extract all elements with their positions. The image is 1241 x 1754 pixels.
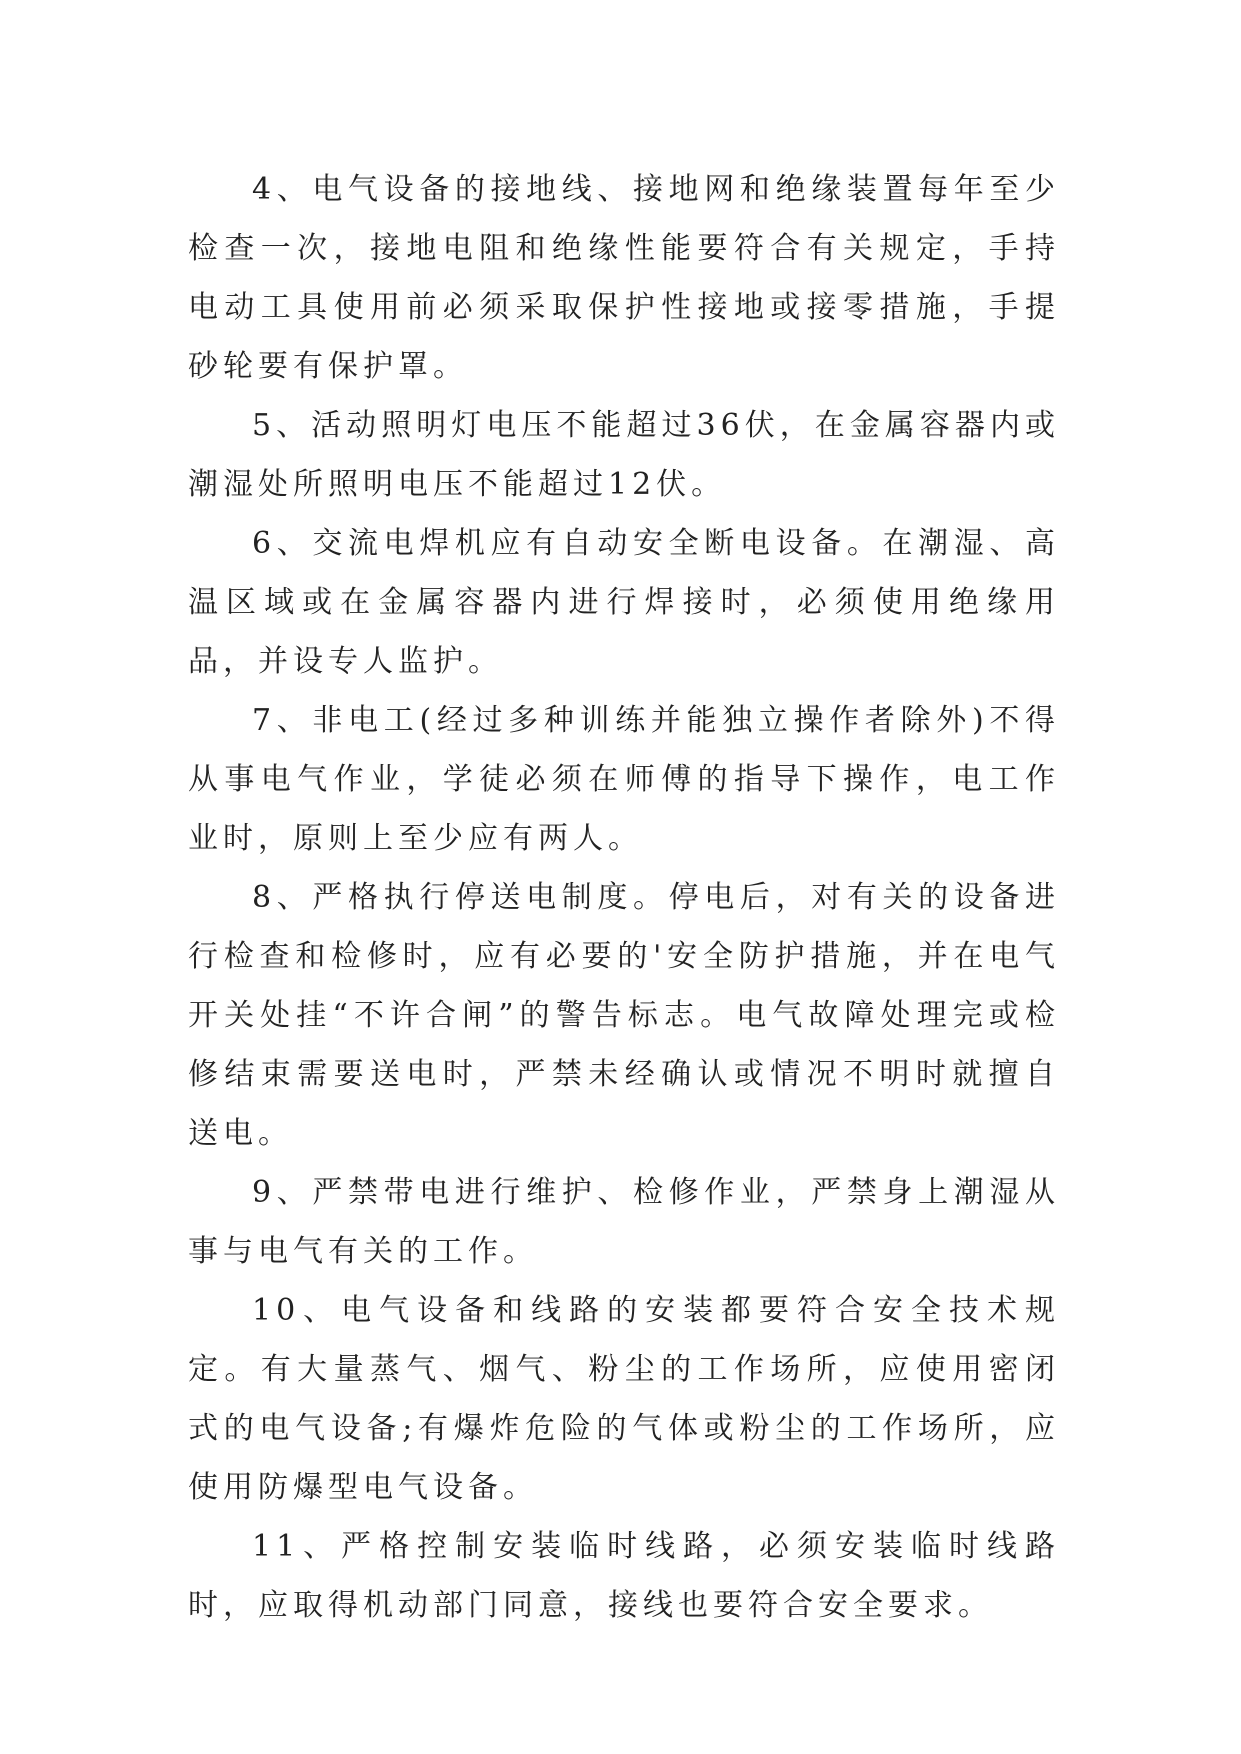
paragraph-item-9: 9、严禁带电进行维护、检修作业，严禁身上潮湿从事与电气有关的工作。 xyxy=(188,1175,1060,1269)
document-body xyxy=(188,160,1060,1635)
paragraph-item-10: 10、电气设备和线路的安装都要符合安全技术规定。有大量蒸气、烟气、粉尘的工作场所，应使用密闭式的电气设备;有爆炸危险的气体或粉尘的工作场所，应使用防爆型电气设备。 xyxy=(188,1293,1060,1505)
paragraph-item-8: 8、严格执行停送电制度。停电后，对有关的设备进行检查和检修时，应有必要的'安全防护措施，并在电气开关处挂“不许合闸”的警告标志。电气故障处理完或检修结束需要送电时，严禁未经确认或情况不明时就擅自送电。 xyxy=(188,880,1060,1151)
paragraph-item-6: 6、交流电焊机应有自动安全断电设备。在潮湿、高温区域或在金属容器内进行焊接时，必须使用绝缘用品，并设专人监护。 xyxy=(188,526,1060,679)
paragraph-item-7: 7、非电工(经过多种训练并能独立操作者除外)不得从事电气作业，学徒必须在师傅的指导下操作，电工作业时，原则上至少应有两人。 xyxy=(188,703,1060,856)
paragraph-item-5: 5、活动照明灯电压不能超过36伏，在金属容器内或潮湿处所照明电压不能超过12伏。 xyxy=(188,408,1060,502)
paragraph-item-4: 4、电气设备的接地线、接地网和绝缘装置每年至少检查一次，接地电阻和绝缘性能要符合有关规定，手持电动工具使用前必须采取保护性接地或接零措施，手提砂轮要有保护罩。 xyxy=(188,172,1060,384)
paragraph-item-11: 11、严格控制安装临时线路，必须安装临时线路时，应取得机动部门同意，接线也要符合安全要求。 xyxy=(188,1529,1060,1623)
